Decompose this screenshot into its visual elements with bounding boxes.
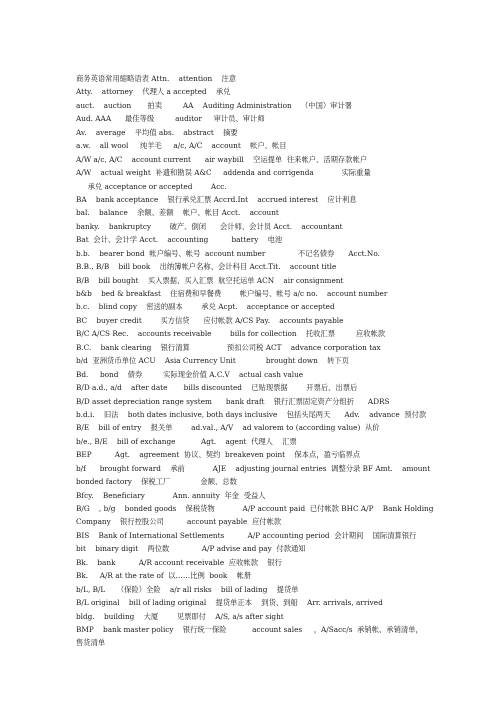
glossary-line: bit binary digit 两位数 A/P advise and pay 付款通知	[76, 544, 306, 554]
glossary-line: Bat 会计、会计学 Acct. accounting battery 电池	[76, 235, 283, 245]
glossary-body	[76, 72, 480, 650]
glossary-line: BMP bank master policy 银行统一保险 account sales ，A/Sacc/s 承销帐、承销清单，	[76, 624, 423, 634]
glossary-line: BC buyer credit 买方信贷 应付帐款 A/CS Pay. accounts payable	[76, 315, 344, 325]
glossary-line: 售货清单	[76, 638, 106, 648]
glossary-line: B/C A/CS Rec. accounts receivable bills for collection 托收汇票 应收帐款	[76, 329, 386, 339]
glossary-line: A/W actual weight 补遗和勘误 A&C addenda and corrigenda 实际重量	[76, 168, 371, 178]
glossary-line: b.b. bearer bond 帐户编号、帐号 account number 不记名债券 Acct.No.	[76, 248, 380, 258]
glossary-line: B.C. bank clearing 银行清算 预扣公司税 ACT advance corporation tax	[76, 342, 381, 352]
glossary-line: B.B., B/B bill book 出纳簿帐户名称、会计科目 Acct.Tit. account title	[76, 262, 337, 272]
glossary-line: b.c. blind copy 密送的副本 承兑 Acpt. acceptance or accepted	[76, 302, 335, 312]
glossary-line: auct. auction 拍卖 AA Auditing Administration （中国）审计署	[76, 100, 353, 110]
glossary-line: bonded factory 保税工厂 金额、总数	[76, 477, 237, 487]
glossary-line: b/f brought forward 承前 AJE adjusting journal entries 调整分录 BF Amt. amount	[76, 463, 431, 473]
glossary-line: Atty. attorney 代理人 a accepted 承兑	[76, 87, 231, 97]
glossary-line: b&b bed & breakfast 住宿费和早餐费 帐户编号、帐号 a/c no. account number	[76, 289, 388, 298]
glossary-line: bldg. building 大厦 见票即付 A/S, a/s after sight	[76, 611, 284, 621]
glossary-line: bal. balance 余额、差额 帐户、帐目 Acct. account	[76, 208, 279, 218]
glossary-line: B/L original bill of lading original 提货单正本 到货、到船 Arr. arrivals, arrived	[76, 598, 383, 608]
glossary-line: b.d.i. 旧法 both dates inclusive, both days inclusive 包括头尾两天 Adv. advance 预付款	[76, 409, 427, 419]
glossary-line: B/B bill bought 买入票据、买入汇票 航空托运单 ACN air consignment	[76, 275, 344, 285]
glossary-line: Aud. AAA 最佳等级 auditor 审计员、审计师	[76, 114, 265, 124]
glossary-line: Bk. bank A/R account receivable 应收帐款 银行	[76, 557, 282, 567]
glossary-line: Bfcy. Beneficiary Ann. annuity 年金 受益人	[76, 490, 266, 500]
glossary-line: Bd. bond 债券 实际现金价值 A.C.V actual cash value	[76, 369, 304, 379]
glossary-line: BEP Agt. agreement 协议、契约 breakeven point 保本点，盈亏临界点	[76, 450, 361, 460]
glossary-line: b/L, B/L （保险）全险 a/r all risks bill of lading 提货单	[76, 584, 299, 594]
glossary-line: B/D asset depreciation range system bank draft 银行汇票固定资产分组折 ADRS	[76, 396, 390, 406]
glossary-line: Bk. A/R at the rate of 以……比例 book 帐册	[76, 571, 252, 581]
glossary-line: Company 银行控股公司 account payable 应付帐款	[76, 517, 282, 527]
glossary-line: B/E bill of entry 报关单 ad.val., A/V ad valorem to (according value) 从价	[76, 423, 380, 433]
glossary-line: banky. bankruptcy 破产、倒闭 会计师、会计员 Acct. accountant	[76, 221, 343, 231]
glossary-line: Av. average 平均值 abs. abstract 摘要	[76, 127, 238, 137]
glossary-line: B/D a.d., a/d after date bills discounted 已贴现票据 开票后、出票后	[76, 383, 358, 393]
glossary-line: BA bank acceptance 银行承兑汇票 Accrd.Int accrued interest 应计利息	[76, 194, 357, 204]
glossary-line: BIS Bank of International Settlements A/P accounting period 会计期间 国际清算银行	[76, 530, 417, 540]
glossary-line: A/W a/c, A/C account current air waybill 空运提单 往来帐户、活期存款帐户	[76, 154, 368, 164]
glossary-line: 商务英语常用缩略语表 Attn. attention 注意	[76, 74, 237, 83]
glossary-line: B/G , b/g bonded goods 保税货物 A/P account paid 已付帐款 BHC A/P Bank Holding	[76, 504, 434, 513]
glossary-line: b/d 亚洲货币单位 ACU Asia Currency Unit brought down 转下页	[76, 356, 349, 366]
glossary-line: b/e., B/E bill of exchange Agt. agent 代理人 汇票	[76, 436, 297, 446]
glossary-line: 承兑 acceptance or accepted Acc.	[76, 181, 227, 191]
glossary-line: a.w. all wool 纯羊毛 a/c, A/C account 帐户、帐目	[76, 141, 287, 151]
